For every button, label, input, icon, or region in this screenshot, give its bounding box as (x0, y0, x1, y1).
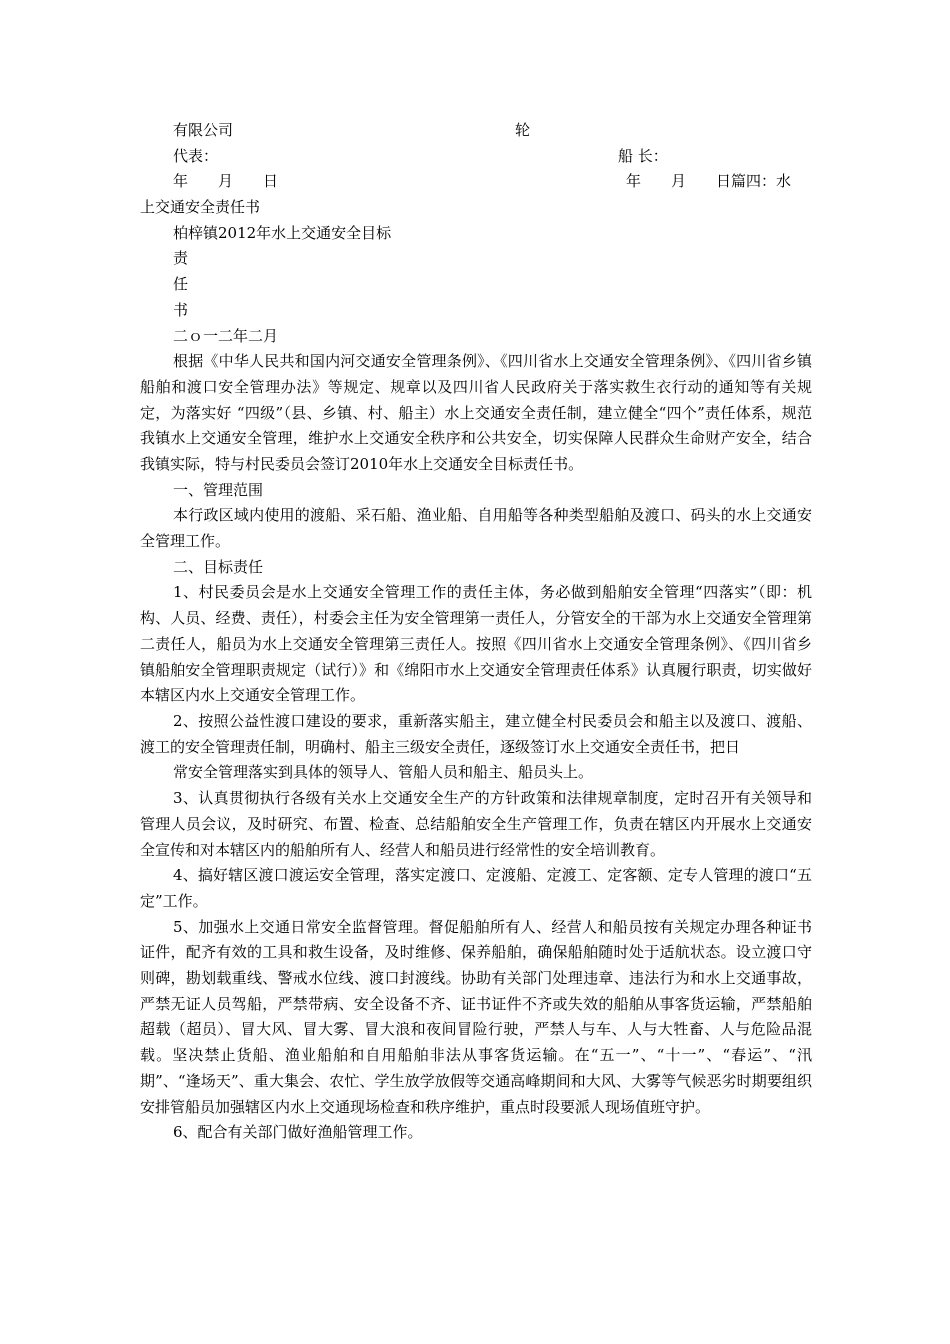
intro-paragraph: 根据《中华人民共和国内河交通安全管理条例》、《四川省水上交通安全管理条例》、《四川省乡镇船舶和渡口安全管理办法》等规定、规章以及四川省人民政府关于落实救生衣行动的通知等有关规定，为落实好 “四级”（县、乡镇、村、船主）水上交通安全责任制，建立健全“四个”责任体系，规范我镇水上交通安全管理，维护水上交通安全秩序和公共安全，切实保障人民群众生命财产安全，结合我镇实际，特与村民委员会签订2010年水上交通安全目标责任书。 (140, 352, 812, 473)
header-date-line (140, 169, 812, 195)
title-char-3: 书 (173, 300, 189, 319)
date-right: 年 月 日篇四：水 (626, 172, 792, 191)
item-4-paragraph: 4、搞好辖区渡口渡运安全管理，落实定渡口、定渡船、定渡工、定客额、定专人管理的渡口“五定”工作。 (140, 866, 812, 910)
boat-label: 轮 (515, 121, 531, 139)
title-char-2: 任 (173, 275, 189, 294)
item-2-continuation: 常安全管理落实到具体的领导人、管船人员和船主、船员头上。 (173, 763, 594, 782)
section-2-title: 二、目标责任 (173, 557, 264, 576)
document-page (140, 118, 812, 1146)
representative-label: 代表： (173, 146, 219, 165)
header-date-continuation: 上交通安全责任书 (140, 198, 261, 217)
captain-label: 船 长： (618, 146, 668, 165)
section-1-title: 一、管理范围 (173, 480, 264, 499)
document-title: 柏梓镇2012年水上交通安全目标 (173, 223, 392, 242)
header-company-line (140, 118, 812, 144)
title-char-1: 责 (173, 249, 189, 268)
item-3-paragraph: 3、认真贯彻执行各级有关水上交通安全生产的方针政策和法律规章制度，定时召开有关领导和管理人员会议，及时研究、布置、检查、总结船舶安全生产管理工作，负责在辖区内开展水上交通安全宣传和对本辖区内的船舶所有人、经营人和船员进行经常性的安全培训教育。 (140, 789, 812, 859)
item-6-paragraph: 6、配合有关部门做好渔船管理工作。 (173, 1123, 423, 1142)
item-2-paragraph: 2、按照公益性渡口建设的要求，重新落实船主，建立健全村民委员会和船主以及渡口、渡船、渡工的安全管理责任制，明确村、船主三级安全责任，逐级签订水上交通安全责任书，把日 (140, 712, 812, 756)
section-1-text: 本行政区域内使用的渡船、采石船、渔业船、自用船等各种类型船舶及渡口、码头的水上交通安全管理工作。 (140, 506, 812, 551)
item-5-paragraph: 5、加强水上交通日常安全监督管理。督促船舶所有人、经营人和船员按有关规定办理各种证书证件，配齐有效的工具和救生设备，及时维修、保养船舶，确保船舶随时处于适航状态。设立渡口守则碑，勘划载重线、警戒水位线、渡口封渡线。协助有关部门处理违章、违法行为和水上交通事故，严禁无证人员驾船，严禁带病、安全设备不齐、证书证件不齐或失效的船舶从事客货运输，严禁船舶超载（超员）、冒大风、冒大雾、冒大浪和夜间冒险行驶，严禁人与车、人与大牲畜、人与危险品混载。坚决禁止货船、渔业船舶和自用船舶非法从事客货运输。在“五一”、“十一”、“春运”、“汛期”、“逢场天”、重大集会、农忙、学生放学放假等交通高峰期间和大风、大雾等气候恶劣时期要组织安排管船员加强辖区内水上交通现场检查和秩序维护，重点时段要派人现场值班守护。 (140, 917, 812, 1116)
document-date: 二ｏ一二年二月 (173, 326, 279, 345)
company-label: 有限公司 (173, 121, 234, 139)
date-left: 年 月 日 (173, 172, 279, 191)
item-1-paragraph: 1、村民委员会是水上交通安全管理工作的责任主体，务必做到船舶安全管理“四落实”（即：机构、人员、经费、责任），村委会主任为安全管理第一责任人，分管安全的干部为水上交通安全管理第二责任人，船员为水上交通安全管理第三责任人。按照《四川省水上交通安全管理条例》、《四川省乡镇船舶安全管理职责规定（试行）》和《绵阳市水上交通安全管理责任体系》认真履行职责，切实做好本辖区内水上交通安全管理工作。 (140, 583, 812, 705)
header-signature-line (140, 144, 812, 170)
